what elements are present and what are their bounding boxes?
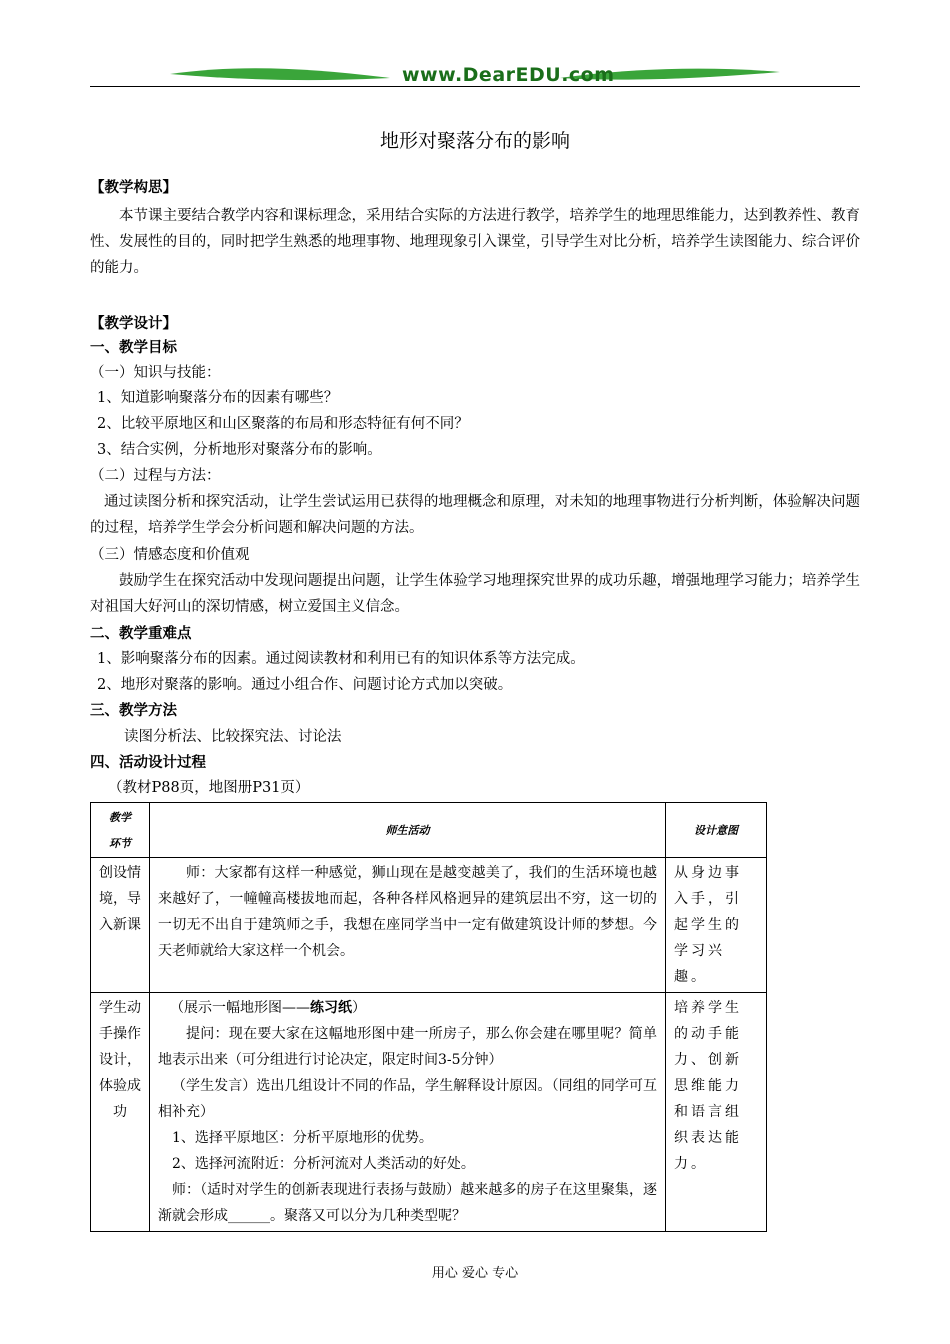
process-text: 通过读图分析和探究活动，让学生尝试运用已获得的地理概念和原理，对未知的地理事物进行分析判断，体验解决问题的过程，培养学生学会分析问题和解决问题的方法。 — [90, 494, 860, 536]
stage-cell: 学生动手操作设计，体验成功 — [91, 993, 150, 1232]
column-header-activity: 师生活动 — [150, 803, 666, 858]
column-header-stage-top: 教学 — [109, 811, 131, 824]
teacher-text: 师：（适时对学生的创新表现进行表扬与鼓励）越来越多的房子在这里聚集，逐渐就会形成______。聚落又可以分为几种类型呢？ — [158, 1182, 657, 1224]
methods-text: 读图分析法、比较探究法、讨论法 — [124, 729, 342, 745]
goals-heading: 一、教学目标 — [90, 340, 177, 356]
activity-cell — [150, 993, 666, 1232]
difficulty-item: 2、地形对聚落的影响。通过小组合作、问题讨论方式加以突破。 — [97, 677, 513, 693]
column-header-stage — [91, 803, 150, 858]
show-map-line — [158, 995, 657, 1021]
difficulties-heading: 二、教学重难点 — [90, 626, 192, 642]
show-map-suffix: ） — [352, 1000, 366, 1016]
table-row — [91, 993, 767, 1232]
goal-item: 2、比较平原地区和山区聚落的布局和形态特征有何不同？ — [97, 416, 469, 432]
header-rule — [90, 86, 860, 87]
goals-subheading-process: （二）过程与方法： — [90, 468, 221, 484]
goal-item: 1、知道影响聚落分布的因素有哪些？ — [97, 390, 339, 406]
column-header-stage-bottom: 环节 — [109, 837, 131, 850]
point-item: 1、选择平原地区：分析平原地形的优势。 — [172, 1130, 433, 1146]
page-footer: 用心 爱心 专心 — [431, 1266, 519, 1281]
intent-cell: 从身边事入手，引起学生的学习兴趣。 — [666, 858, 767, 993]
show-map-prefix: （展示一幅地形图—— — [170, 1000, 310, 1016]
activity-note: （教材P88页，地图册P31页） — [108, 780, 310, 796]
difficulty-item: 1、影响聚落分布的因素。通过阅读教材和利用已有的知识体系等方法完成。 — [97, 651, 585, 667]
goal-item: 3、结合实例，分析地形对聚落分布的影响。 — [97, 442, 382, 458]
attitude-text: 鼓励学生在探究活动中发现问题提出问题，让学生体验学习地理探究世界的成功乐趣，增强地理学习能力；培养学生对祖国大好河山的深切情感，树立爱国主义信念。 — [90, 573, 860, 615]
worksheet-label: 练习纸 — [310, 1000, 352, 1016]
table-row — [91, 858, 767, 993]
stage-cell: 创设情境，导入新课 — [91, 858, 150, 993]
activity-table — [90, 802, 767, 1232]
intent-cell: 培养学生的动手能力、创新思维能力和语言组织表达能力。 — [666, 993, 767, 1232]
page-title: 地形对聚落分布的影响 — [379, 130, 570, 152]
speak-text: （学生发言）选出几组设计不同的作品，学生解释设计原因。（同组的同学可互相补充） — [158, 1078, 657, 1120]
question-text: 提问：现在要大家在这幅地形图中建一所房子，那么你会建在哪里呢？简单地表示出来（可分组进行讨论决定，限定时间3-5分钟） — [158, 1026, 657, 1068]
concept-text: 本节课主要结合教学内容和课标理念，采用结合实际的方法进行教学，培养学生的地理思维能力，达到教养性、教育性、发展性的目的，同时把学生熟悉的地理事物、地理现象引入课堂，引导学生对比分析，培养学生读图能力、综合评价的能力。 — [90, 208, 860, 276]
design-heading: 【教学设计】 — [90, 316, 177, 332]
concept-heading: 【教学构思】 — [90, 180, 177, 196]
methods-heading: 三、教学方法 — [90, 703, 177, 719]
activity-heading: 四、活动设计过程 — [90, 755, 206, 771]
site-brand: www.DearEDU.com — [402, 64, 615, 86]
goals-subheading-attitude: （三）情感态度和价值观 — [90, 547, 250, 563]
column-header-intent: 设计意图 — [666, 803, 767, 858]
activity-cell: 师：大家都有这样一种感觉，狮山现在是越变越美了，我们的生活环境也越来越好了，一幢幢高楼拔地而起，各种各样风格迥异的建筑层出不穷，这一切的一切无不出自于建筑师之手，我想在座同学当中一定有做建筑设计师的梦想。今天老师就给大家这样一个机会。 — [150, 858, 666, 993]
table-header-row — [91, 803, 767, 858]
goals-subheading-knowledge: （一）知识与技能： — [90, 365, 221, 381]
point-item: 2、选择河流附近：分析河流对人类活动的好处。 — [172, 1156, 475, 1172]
